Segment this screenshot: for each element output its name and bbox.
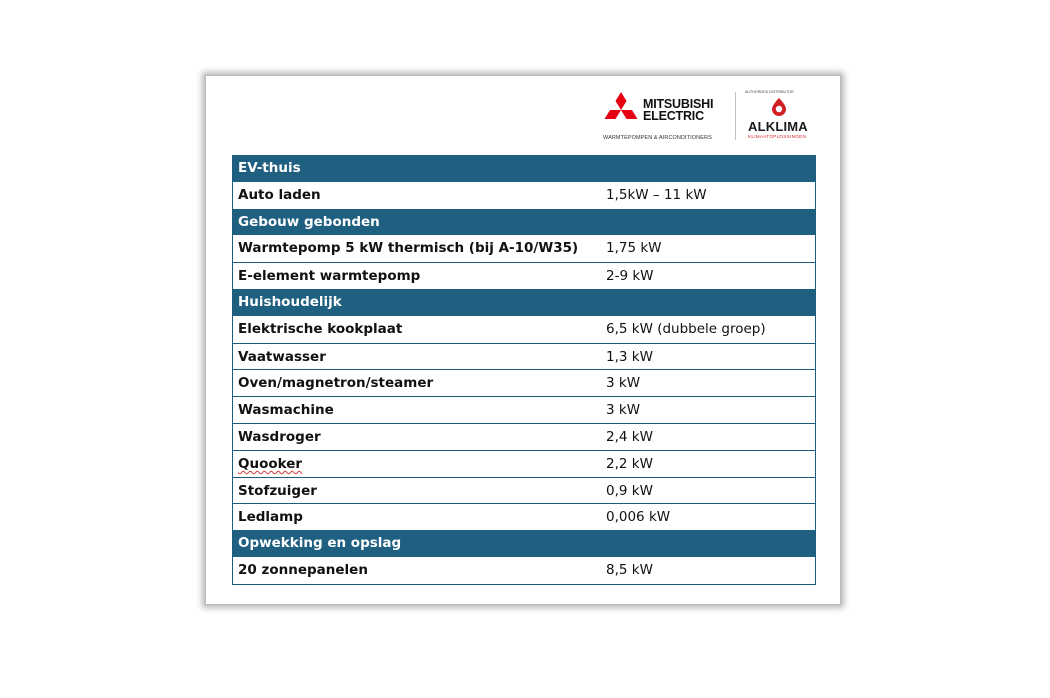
row-value: 0,9 kW [606, 482, 653, 499]
row-label: Elektrische kookplaat [238, 320, 403, 337]
row-value: 3 kW [606, 375, 641, 392]
row-value: 2,2 kW [606, 455, 653, 472]
section-label: EV-thuis [238, 160, 301, 176]
table-row [233, 423, 815, 450]
table-row [233, 182, 815, 209]
section-row-gebouw-gebonden [233, 209, 815, 236]
section-row-huishoudelijk [233, 289, 815, 316]
section-label: Gebouw gebonden [238, 213, 380, 230]
section-row-ev-thuis [233, 155, 815, 182]
table-row [233, 262, 815, 289]
table-row [233, 343, 815, 370]
mitsubishi-three-diamonds-icon [601, 92, 641, 128]
row-label: Ledlamp [238, 509, 303, 526]
table-row [233, 503, 815, 530]
table-row [233, 450, 815, 477]
table-row [233, 557, 815, 584]
row-label: Oven/magnetron/steamer [238, 375, 434, 392]
row-value: 1,3 kW [606, 348, 653, 365]
document-slide [205, 75, 841, 605]
section-label: Opwekking en opslag [238, 535, 402, 552]
power-table [232, 155, 816, 585]
mitsubishi-tagline: WARMTEPOMPEN & AIRCONDITIONERS [603, 135, 712, 141]
alklima-drop-icon [771, 98, 787, 116]
row-value: 2-9 kW [606, 268, 654, 285]
row-label: Wasmachine [238, 402, 334, 419]
alklima-tagline: KLIMAATOPLOSSINGEN [748, 134, 807, 139]
row-value: 1,5kW – 11 kW [606, 186, 707, 203]
row-value: 8,5 kW [606, 561, 653, 578]
row-label: Vaatwasser [238, 348, 326, 365]
mitsubishi-wordmark: MITSUBISHI ELECTRIC [643, 97, 714, 123]
row-value: 3 kW [606, 402, 641, 419]
row-value: 1,75 kW [606, 240, 662, 257]
row-label: Wasdroger [238, 428, 321, 445]
table-row [233, 235, 815, 262]
section-label: Huishoudelijk [238, 293, 342, 310]
row-label: E-element warmtepomp [238, 268, 421, 285]
alklima-distributor-text: AUTHORIZED DISTRIBUTOR [745, 90, 794, 94]
table-row [233, 396, 815, 423]
row-label: Quooker [238, 455, 303, 472]
table-row [233, 477, 815, 504]
alklima-wordmark: ALKLIMA [748, 119, 808, 134]
row-label: 20 zonnepanelen [238, 561, 368, 578]
table-row [233, 316, 815, 343]
row-label: Warmtepomp 5 kW thermisch (bij A-10/W35) [238, 240, 579, 257]
row-label: Auto laden [238, 186, 321, 203]
row-value: 6,5 kW (dubbele groep) [606, 320, 766, 337]
row-value: 0,006 kW [606, 509, 671, 526]
logo-divider [735, 92, 736, 140]
section-row-opwekking-en-opslag [233, 530, 815, 557]
mitsubishi-electric-logo [601, 92, 729, 144]
row-value: 2,4 kW [606, 428, 653, 445]
alklima-logo [745, 90, 817, 146]
row-label: Stofzuiger [238, 482, 317, 499]
table-row [233, 369, 815, 396]
